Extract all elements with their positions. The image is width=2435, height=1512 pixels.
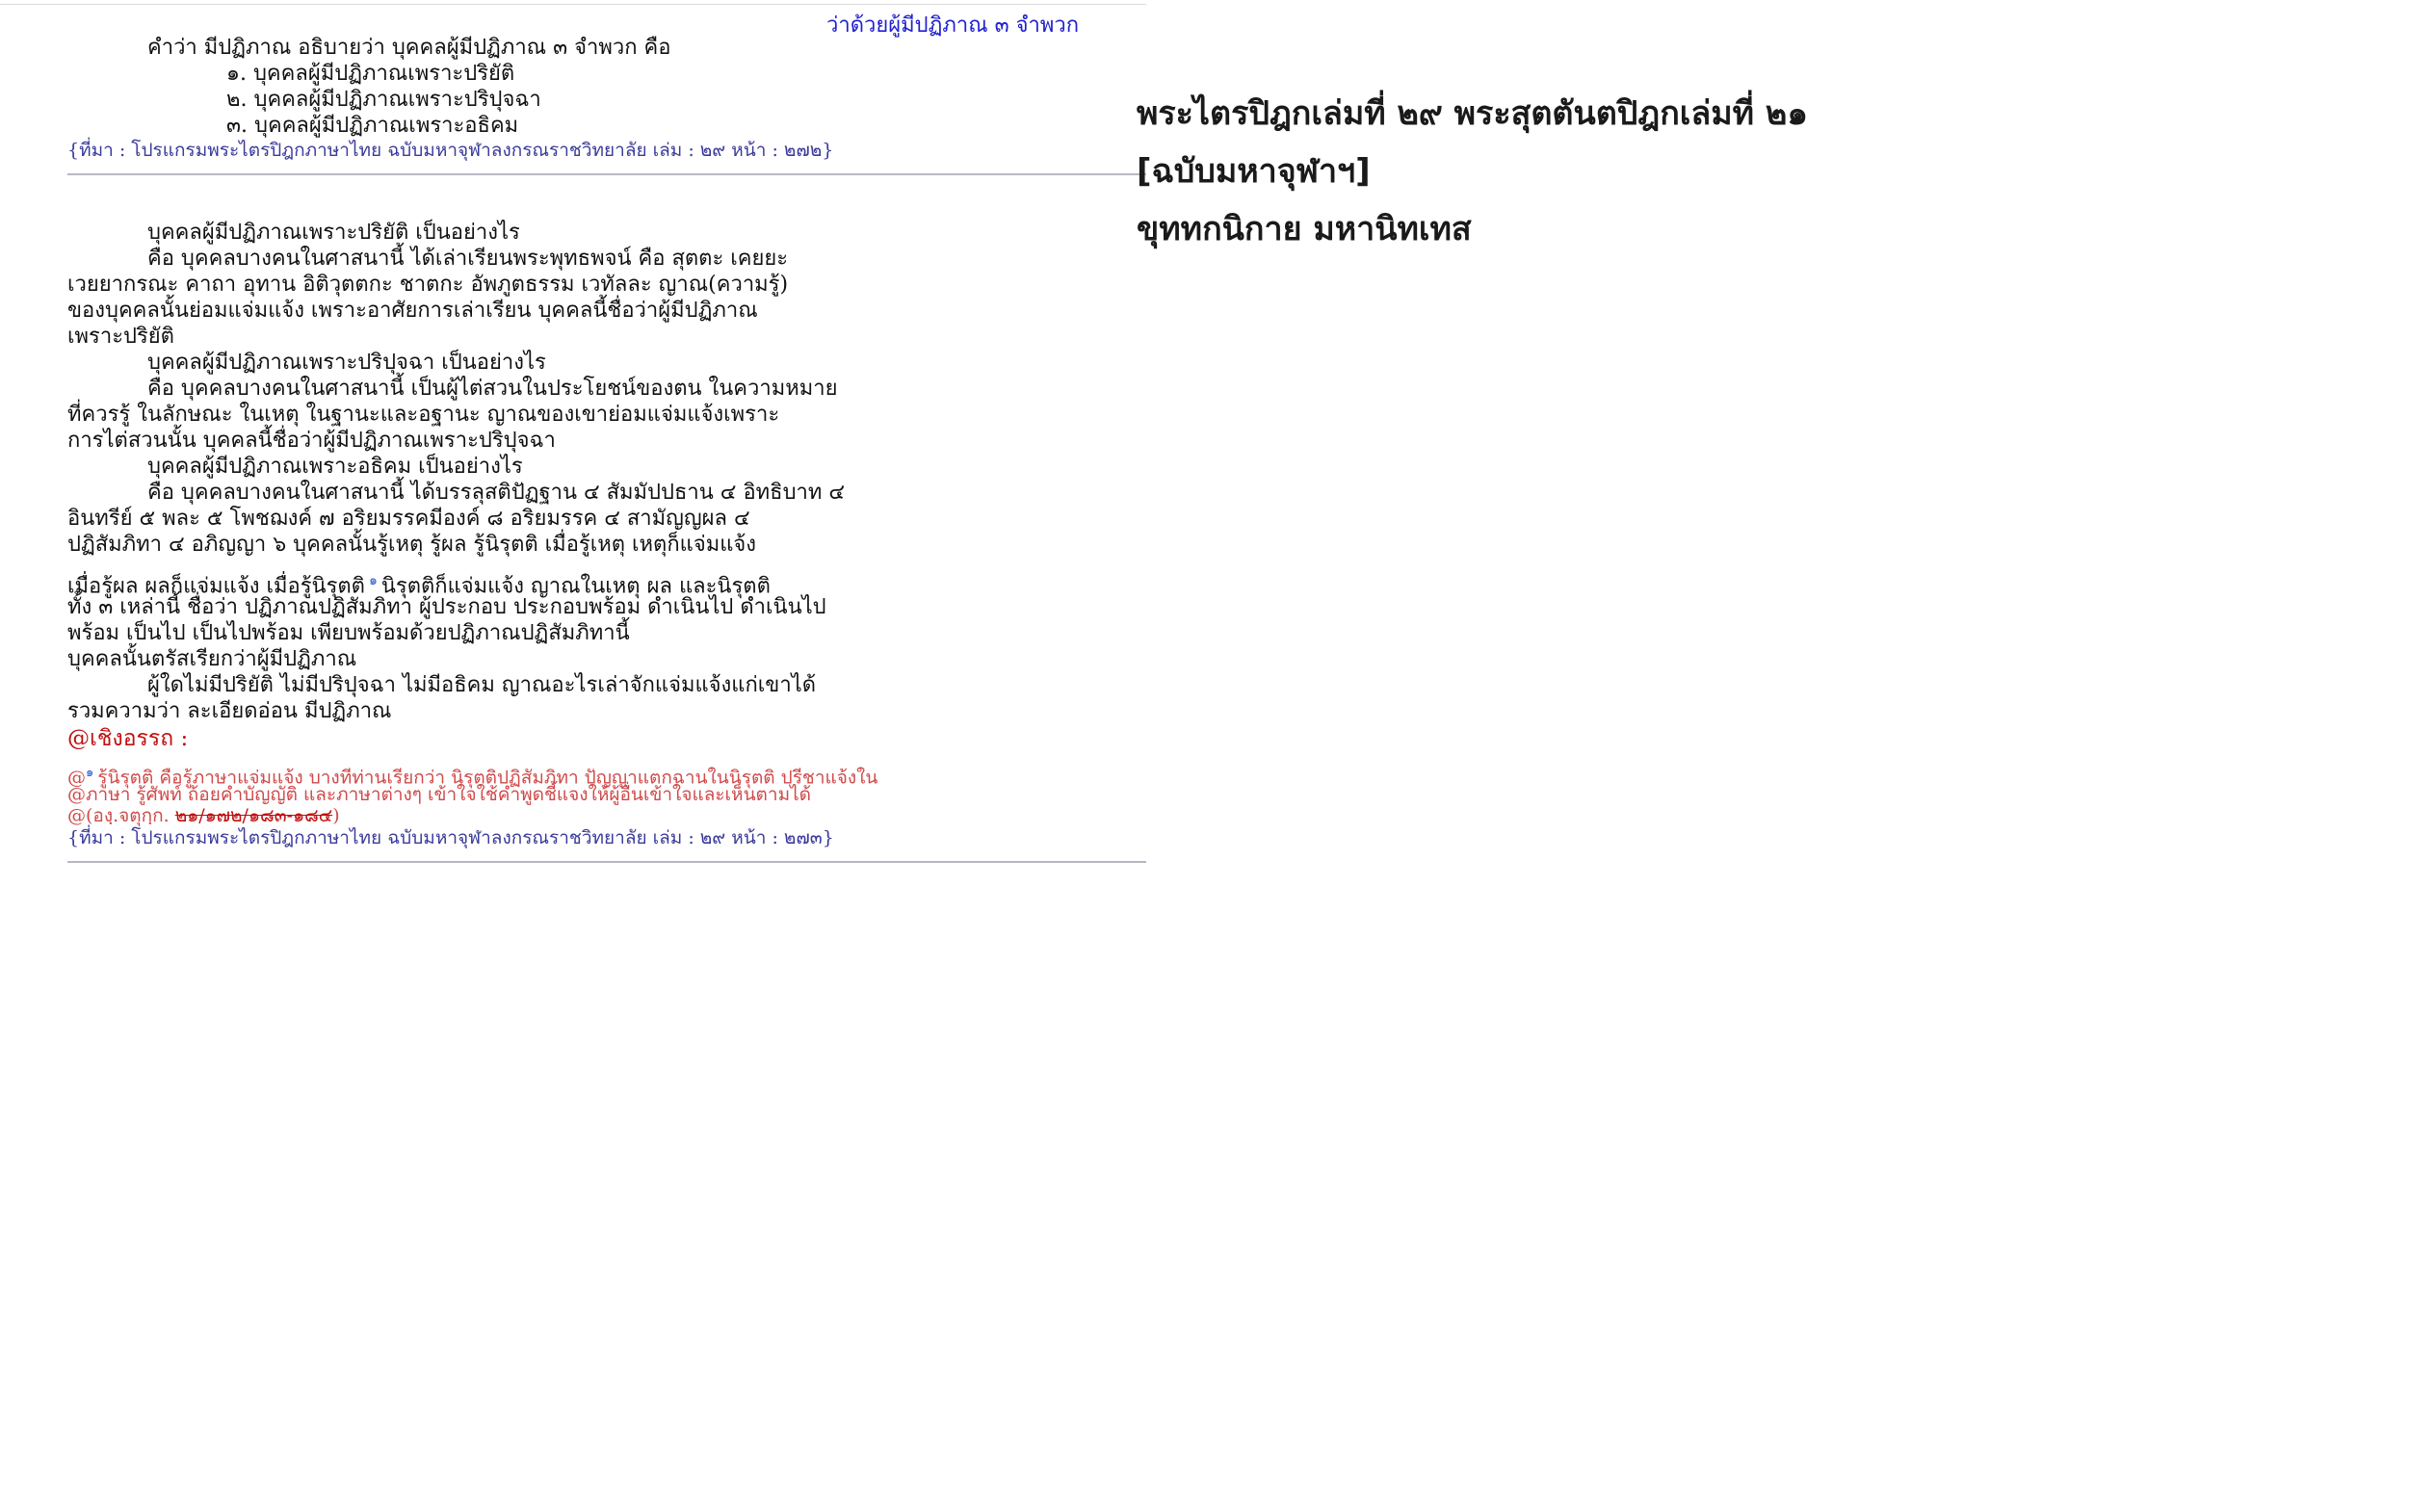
book-title-collection: ขุททกนิกาย มหานิทเทส (1137, 210, 1472, 248)
paragraph-3-line-4-start: เมื่อรู้ผล ผลก็แจ่มแจ้ง เมื่อรู้นิรุตติ (67, 574, 365, 599)
footnote-at-sign: @ (67, 767, 86, 789)
footnote-line-3 (67, 805, 340, 826)
running-head: ว่าด้วยผู้มีปฏิภาณ ๓ จำพวก (826, 13, 1080, 38)
paragraph-1-question: บุคคลผู้มีปฏิภาณเพราะปริยัติ เป็นอย่างไร (147, 221, 520, 245)
page-divider (67, 173, 1146, 175)
intro-line: คำว่า มีปฏิภาณ อธิบายว่า บุคคลผู้มีปฏิภาณ ๓ จำพวก คือ (147, 36, 671, 60)
paragraph-3-line-5: ทั้ง ๓ เหล่านี้ ชื่อว่า ปฏิภาณปฏิสัมภิทา ผู้ประกอบ ประกอบพร้อม ดำเนินไป ดำเนินไป (67, 595, 826, 619)
paragraph-2-line-3: การไต่สวนนั้น บุคคลนี้ชื่อว่าผู้มีปฏิภาณเพราะปริปุจฉา (67, 429, 556, 453)
paragraph-3-line-1: คือ บุคคลบางคนในศาสนานี้ ได้บรรลุสติปัฏฐาน ๔ สัมมัปปธาน ๔ อิทธิบาท ๔ (147, 481, 846, 505)
paragraph-2-line-1: คือ บุคคลบางคนในศาสนานี้ เป็นผู้ไต่สวนในประโยชน์ของตน ในความหมาย (147, 377, 838, 401)
paragraph-1-line-2: เวยยากรณะ คาถา อุทาน อิติวุตตกะ ชาตกะ อัพภูตธรรม เวทัลละ ญาณ(ความรู้) (67, 273, 789, 297)
intro-item-3: ๓. บุคคลผู้มีปฏิภาณเพราะอธิคม (226, 114, 519, 138)
source-reference-272[interactable]: {ที่มา : โปรแกรมพระไตรปิฎกภาษาไทย ฉบับมหาจุฬาลงกรณราชวิทยาลัย เล่ม : ๒๙ หน้า : ๒๗๒} (67, 140, 834, 161)
footnote-citation-link[interactable]: ๒๑/๑๗๒/๑๘๓-๑๘๔ (174, 805, 333, 826)
book-title-edition: [ฉบับมหาจุฬาฯ] (1137, 152, 1371, 191)
paragraph-3-line-3: ปฏิสัมภิทา ๔ อภิญญา ๖ บุคคลนั้นรู้เหตุ รู้ผล รู้นิรุตติ เมื่อรู้เหตุ เหตุก็แจ่มแจ้ง (67, 533, 757, 557)
book-title-volume: พระไตรปิฎกเล่มที่ ๒๙ พระสุตตันตปิฎกเล่มที่ ๒๑ (1137, 94, 1808, 133)
paragraph-3-question: บุคคลผู้มีปฏิภาณเพราะอธิคม เป็นอย่างไร (147, 455, 523, 479)
paragraph-2-question: บุคคลผู้มีปฏิภาณเพราะปริปุจฉา เป็นอย่างไร (147, 351, 546, 375)
footnote-text-1: รู้นิรุตติ คือรู้ภาษาแจ่มแจ้ง บางทีท่านเรียกว่า นิรุตติปฏิสัมภิทา ปัญญาแตกฉานในนิรุตติ ปรีชาแจ้งใน (97, 767, 878, 789)
paragraph-1-line-3: ของบุคคลนั้นย่อมแจ่มแจ้ง เพราะอาศัยการเล่าเรียน บุคคลนี้ชื่อว่าผู้มีปฏิภาณ (67, 299, 758, 323)
paragraph-4-line-2: รวมความว่า ละเอียดอ่อน มีปฏิภาณ (67, 699, 392, 723)
page-divider-bottom (67, 861, 1146, 863)
footnote-line-2: @ภาษา รู้ศัพท์ ถ้อยคำบัญญัติ และภาษาต่างๆ เข้าใจใช้คำพูดชี้แจงให้ผู้อื่นเข้าใจและเห็นตามได้ (67, 784, 811, 805)
footnote-heading: @เชิงอรรถ : (67, 726, 189, 751)
source-reference-273[interactable]: {ที่มา : โปรแกรมพระไตรปิฎกภาษาไทย ฉบับมหาจุฬาลงกรณราชวิทยาลัย เล่ม : ๒๙ หน้า : ๒๗๓} (67, 827, 834, 848)
paragraph-4-line-1: ผู้ใดไม่มีปริยัติ ไม่มีปริปุจฉา ไม่มีอธิคม ญาณอะไรเล่าจักแจ่มแจ้งแก่เขาได้ (147, 673, 817, 697)
paragraph-3-line-7: บุคคลนั้นตรัสเรียกว่าผู้มีปฏิภาณ (67, 647, 357, 671)
paragraph-2-line-2: ที่ควรรู้ ในลักษณะ ในเหตุ ในฐานะและอฐานะ ญาณของเขาย่อมแจ่มแจ้งเพราะ (67, 403, 780, 427)
paragraph-3-line-6: พร้อม เป็นไป เป็นไปพร้อม เพียบพร้อมด้วยปฏิภาณปฏิสัมภิทานี้ (67, 621, 630, 645)
intro-item-2: ๒. บุคคลผู้มีปฏิภาณเพราะปริปุจฉา (226, 88, 541, 112)
paragraph-3-line-2: อินทรีย์ ๕ พละ ๕ โพชฌงค์ ๗ อริยมรรคมีองค์ ๘ อริยมรรค ๔ สามัญญผล ๔ (67, 507, 750, 531)
footnote-citation-close: ) (332, 805, 340, 826)
intro-item-1: ๑. บุคคลผู้มีปฏิภาณเพราะปริยัติ (226, 62, 515, 86)
paragraph-3-line-4-end: นิรุตติก็แจ่มแจ้ง ญาณในเหตุ ผล และนิรุตติ (380, 574, 771, 599)
footnote-number: ๑ (86, 766, 94, 780)
footnote-citation-open: @(องฺ.จตุกฺก. (67, 805, 175, 826)
paragraph-1-line-4: เพราะปริยัติ (67, 325, 174, 349)
top-rule (0, 4, 1146, 5)
book-title-block (1137, 85, 1808, 258)
footnote-marker[interactable]: ๑ (368, 573, 378, 588)
paragraph-1-line-1: คือ บุคคลบางคนในศาสนานี้ ได้เล่าเรียนพระพุทธพจน์ คือ สุตตะ เคยยะ (147, 247, 789, 271)
